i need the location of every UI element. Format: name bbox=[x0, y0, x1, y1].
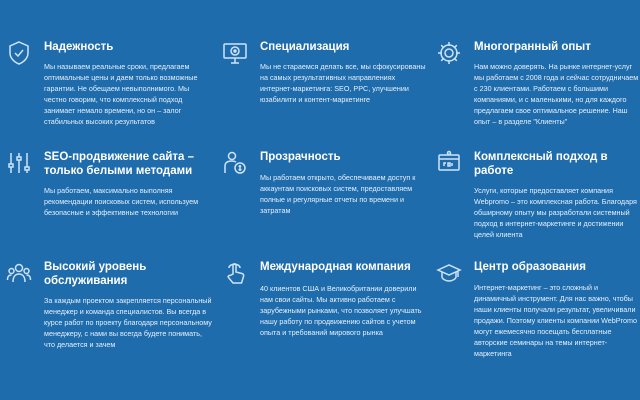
feature-title: Надежность bbox=[44, 41, 114, 53]
feature-title: Международная компания bbox=[260, 261, 411, 273]
feature-text: Мы называем реальные сроки, предлагаем оптимальные цены и даем только возможные гарантии. Не обещаем невыполнимого. Мы честно говорим, что комплексный подход занимает немало времени, но он – залог стабильных высоких результатов bbox=[44, 62, 198, 126]
feature-title: Комплексный подход в работе bbox=[474, 151, 608, 177]
feature-text: Услуги, которые предоставляет компания Webpromo – это комплексная работа. Благодаря обширному опыту мы разработали системный подход в интернет-маркетинге и достижении целей клиента bbox=[474, 186, 637, 239]
touch-icon bbox=[222, 260, 248, 286]
feature-text: Мы работаем открыто, обеспечиваем доступ к аккаунтам поисковых систем, предоставляем полные и регулярные отчеты по времени и затратам bbox=[260, 173, 416, 215]
feature-title: Высокий уровень обслуживания bbox=[44, 261, 147, 287]
person-dollar-icon bbox=[222, 150, 248, 176]
gear-icon bbox=[436, 40, 462, 66]
team-icon bbox=[6, 260, 32, 286]
seo-window-icon bbox=[436, 150, 462, 176]
feature-title: Прозрачность bbox=[260, 151, 341, 163]
feature-text: За каждым проектом закрепляется персональный менеджер и команда специалистов. Вы всегда в курсе работ по проекту благодаря персональному менеджеру, с нами вы всегда будете понимать, что делается и зачем bbox=[44, 296, 212, 349]
feature-text: Мы не стараемся делать все, мы сфокусированы на самых результативных направлениях интернет-маркетинга: SEO, PPC, улучшении юзабилити и контент-маркетинге bbox=[260, 62, 426, 104]
feature-text: Нам можно доверять. На рынке интернет-услуг мы работаем с 2008 года и сейчас сотрудничаем с 230 клиентами. Работаем с большими компаниями, и с маленькими, но для каждого предлагаем свое оптимальное решение. Наш опыт – в разделе "Клиенты" bbox=[474, 62, 639, 126]
monitor-target-icon bbox=[222, 40, 248, 66]
feature-title: SEO-продвижение сайта – только белыми методами bbox=[44, 151, 195, 177]
shield-check-icon bbox=[6, 40, 32, 66]
feature-title: Центр образования bbox=[474, 261, 586, 273]
feature-text: Мы работаем, максимально выполняя рекомендации поисковых систем, используем безопасные и эффективные технологии bbox=[44, 186, 199, 217]
feature-title: Специализация bbox=[260, 41, 350, 53]
sliders-icon bbox=[6, 150, 32, 176]
feature-text: Интернет-маркетинг – это сложный и динамичный инструмент. Для нас важно, чтобы наши клиенты получали результат, увеличивали продажи. Поэтому клиенты компании WebPromo могут ежемесячно посещать бесплатные авторские семинары на темы интернет-маркетинга bbox=[474, 283, 637, 358]
feature-text: 40 клиентов США и Великобритании доверили нам свои сайты. Мы активно работаем с зарубежными рынками, что позволяет улучшать нашу работу по продвижению сайтов с учетом опыта и требований мирового рынка bbox=[260, 284, 422, 337]
feature-title: Многогранный опыт bbox=[474, 41, 591, 53]
graduation-cap-icon bbox=[436, 260, 462, 286]
